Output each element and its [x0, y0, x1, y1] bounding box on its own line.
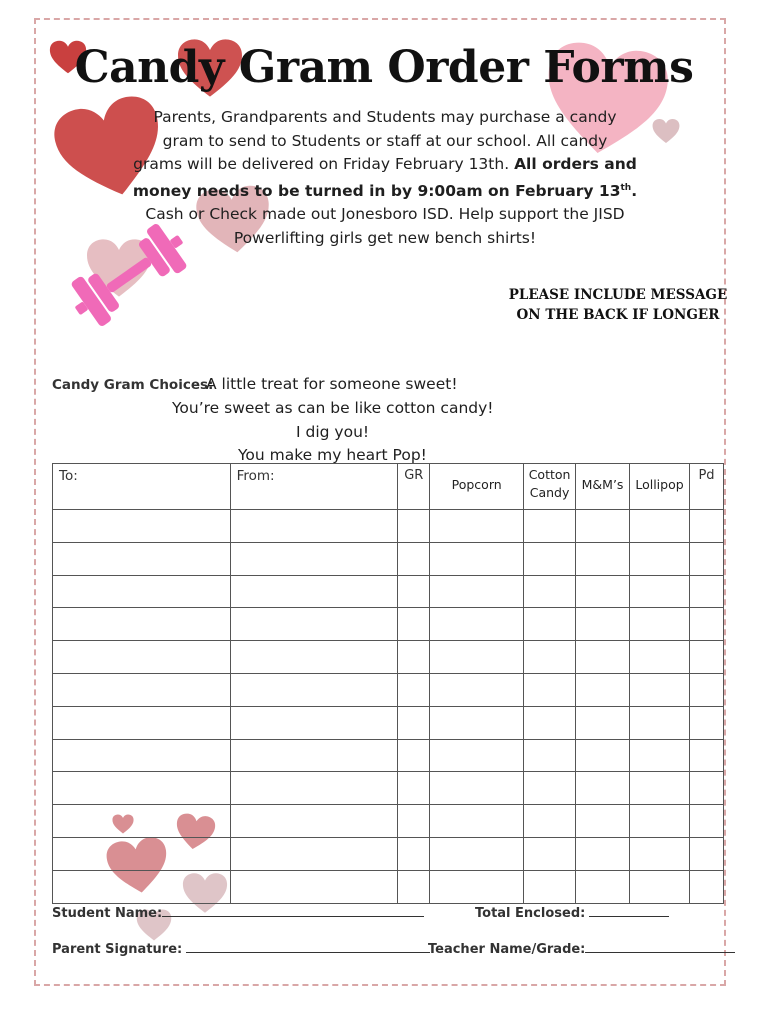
table-cell[interactable] — [524, 673, 576, 706]
table-row — [53, 575, 724, 608]
table-cell[interactable] — [230, 805, 398, 838]
table-cell[interactable] — [430, 542, 524, 575]
table-row — [53, 510, 724, 543]
total-enclosed-label: Total Enclosed: — [475, 906, 586, 921]
table-cell[interactable] — [53, 608, 231, 641]
intro-paragraph — [100, 106, 670, 250]
table-cell[interactable] — [576, 870, 630, 903]
table-cell[interactable] — [430, 772, 524, 805]
table-cell[interactable] — [576, 706, 630, 739]
table-row — [53, 706, 724, 739]
column-header-lollipop: Lollipop — [630, 464, 690, 510]
intro-line: Parents, Grandparents and Students may purchase a candy — [153, 108, 617, 126]
table-cell[interactable] — [230, 510, 398, 543]
table-cell[interactable] — [398, 870, 430, 903]
table-cell[interactable] — [230, 542, 398, 575]
table-row — [53, 772, 724, 805]
table-cell[interactable] — [53, 673, 231, 706]
intro-line: money needs to be turned in by 9:00am on February 13th. — [132, 181, 638, 200]
table-row — [53, 641, 724, 674]
choice-item: I dig you! — [296, 423, 370, 441]
intro-line: Powerlifting girls get new bench shirts! — [233, 228, 537, 247]
table-cell[interactable] — [690, 870, 724, 903]
table-cell[interactable] — [53, 837, 231, 870]
table-cell[interactable] — [576, 641, 630, 674]
table-cell[interactable] — [524, 641, 576, 674]
table-cell[interactable] — [690, 805, 724, 838]
table-cell[interactable] — [430, 575, 524, 608]
table-cell[interactable] — [398, 706, 430, 739]
table-cell[interactable] — [430, 805, 524, 838]
choice-item: You’re sweet as can be like cotton candy! — [172, 399, 494, 417]
table-cell[interactable] — [53, 510, 231, 543]
table-cell[interactable] — [524, 575, 576, 608]
table-cell[interactable] — [53, 739, 231, 772]
table-cell[interactable] — [630, 673, 690, 706]
table-cell[interactable] — [576, 608, 630, 641]
table-cell[interactable] — [524, 837, 576, 870]
table-cell[interactable] — [398, 641, 430, 674]
table-cell[interactable] — [690, 608, 724, 641]
table-cell[interactable] — [53, 805, 231, 838]
table-cell[interactable] — [524, 706, 576, 739]
table-cell[interactable] — [53, 641, 231, 674]
table-cell[interactable] — [576, 837, 630, 870]
parent-signature-field[interactable] — [52, 940, 430, 957]
table-cell[interactable] — [630, 739, 690, 772]
table-cell[interactable] — [576, 805, 630, 838]
table-cell[interactable] — [524, 608, 576, 641]
table-cell[interactable] — [690, 837, 724, 870]
table-cell[interactable] — [630, 837, 690, 870]
table-cell[interactable] — [430, 706, 524, 739]
table-cell[interactable] — [398, 608, 430, 641]
table-cell[interactable] — [53, 542, 231, 575]
table-cell[interactable] — [630, 706, 690, 739]
table-cell[interactable] — [430, 608, 524, 641]
table-cell[interactable] — [576, 575, 630, 608]
choices-label: Candy Gram Choices: — [52, 377, 214, 393]
table-cell[interactable] — [230, 575, 398, 608]
column-header-paid: Pd — [690, 464, 724, 510]
table-cell[interactable] — [430, 510, 524, 543]
message-note: PLEASE INCLUDE MESSAGE ON THE BACK IF LONGER — [508, 287, 728, 323]
table-cell[interactable] — [430, 837, 524, 870]
column-header-to: To: — [53, 464, 231, 510]
table-cell[interactable] — [576, 510, 630, 543]
table-cell[interactable] — [630, 510, 690, 543]
table-cell[interactable] — [230, 870, 398, 903]
table-cell[interactable] — [630, 870, 690, 903]
table-row — [53, 870, 724, 903]
table-cell[interactable] — [690, 772, 724, 805]
table-header-row — [53, 464, 724, 510]
teacher-name-field[interactable] — [428, 940, 735, 957]
intro-line: grams will be delivered on Friday February 13th. All orders and — [133, 155, 637, 173]
table-cell[interactable] — [398, 673, 430, 706]
table-cell[interactable] — [53, 706, 231, 739]
table-cell[interactable] — [230, 673, 398, 706]
column-header-from: From: — [230, 464, 398, 510]
table-cell[interactable] — [690, 575, 724, 608]
column-header-mms: M&M’s — [576, 464, 630, 510]
table-cell[interactable] — [398, 542, 430, 575]
table-cell[interactable] — [630, 641, 690, 674]
table-cell[interactable] — [230, 772, 398, 805]
table-cell[interactable] — [576, 673, 630, 706]
table-row — [53, 608, 724, 641]
table-cell[interactable] — [430, 870, 524, 903]
table-row — [53, 542, 724, 575]
table-cell[interactable] — [398, 575, 430, 608]
table-cell[interactable] — [524, 772, 576, 805]
table-cell[interactable] — [230, 641, 398, 674]
table-cell[interactable] — [690, 739, 724, 772]
column-header-cotton-candy: Cotton Candy — [524, 464, 576, 510]
student-name-field[interactable] — [52, 904, 424, 921]
order-table — [52, 463, 724, 904]
page-title: Candy Gram Order Forms — [74, 42, 694, 93]
parent-signature-label: Parent Signature: — [52, 942, 183, 957]
table-cell[interactable] — [690, 542, 724, 575]
table-cell[interactable] — [690, 706, 724, 739]
table-cell[interactable] — [524, 542, 576, 575]
table-cell[interactable] — [430, 739, 524, 772]
table-cell[interactable] — [524, 739, 576, 772]
table-cell[interactable] — [524, 870, 576, 903]
table-cell[interactable] — [630, 575, 690, 608]
table-cell[interactable] — [576, 542, 630, 575]
table-cell[interactable] — [398, 739, 430, 772]
table-cell[interactable] — [690, 641, 724, 674]
choice-item: You make my heart Pop! — [238, 446, 427, 464]
table-row — [53, 837, 724, 870]
table-cell[interactable] — [53, 575, 231, 608]
table-cell[interactable] — [630, 608, 690, 641]
table-cell[interactable] — [524, 805, 576, 838]
table-cell[interactable] — [576, 772, 630, 805]
table-cell[interactable] — [398, 510, 430, 543]
teacher-name-label: Teacher Name/Grade: — [428, 942, 586, 957]
student-name-label: Student Name: — [52, 906, 163, 921]
table-cell[interactable] — [690, 673, 724, 706]
choice-item: A little treat for someone sweet! — [206, 375, 458, 393]
table-cell[interactable] — [230, 837, 398, 870]
table-cell[interactable] — [690, 510, 724, 543]
column-header-popcorn: Popcorn — [430, 464, 524, 510]
intro-line: Cash or Check made out Jonesboro ISD. Help support the JISD — [145, 205, 625, 224]
table-cell[interactable] — [398, 805, 430, 838]
column-header-gr: GR — [398, 464, 430, 510]
table-row — [53, 673, 724, 706]
table-cell[interactable] — [230, 608, 398, 641]
table-cell[interactable] — [398, 837, 430, 870]
table-cell[interactable] — [630, 772, 690, 805]
intro-line: gram to send to Students or staff at our school. All candy — [162, 131, 608, 150]
table-row — [53, 805, 724, 838]
table-cell[interactable] — [430, 673, 524, 706]
table-row — [53, 739, 724, 772]
table-cell[interactable] — [630, 542, 690, 575]
table-cell[interactable] — [398, 772, 430, 805]
table-cell[interactable] — [576, 739, 630, 772]
table-cell[interactable] — [524, 510, 576, 543]
table-cell[interactable] — [630, 805, 690, 838]
table-cell[interactable] — [230, 739, 398, 772]
table-cell[interactable] — [53, 772, 231, 805]
total-enclosed-field[interactable] — [475, 904, 669, 921]
table-cell[interactable] — [230, 706, 398, 739]
table-cell[interactable] — [430, 641, 524, 674]
table-cell[interactable] — [53, 870, 231, 903]
